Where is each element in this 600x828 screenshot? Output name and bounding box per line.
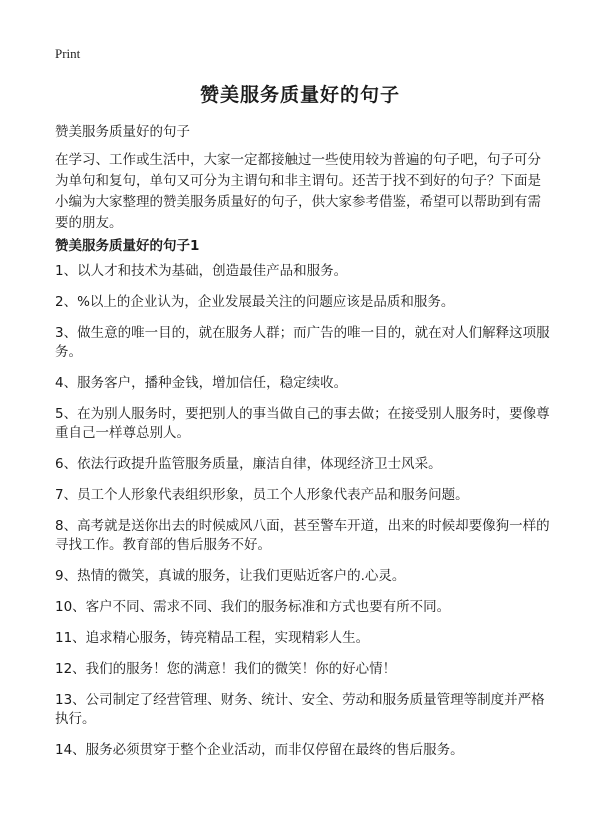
list-item: 10、客户不同、需求不同、我们的服务标准和方式也要有所不同。 [55, 599, 451, 615]
list-item: 7、员工个人形象代表组织形象，员工个人形象代表产品和服务问题。 [55, 487, 469, 503]
print-link[interactable]: Print [55, 46, 81, 61]
document-title: 赞美服务质量好的句子 [199, 84, 400, 106]
list-item: 2、%以上的企业认为，企业发展最关注的问题应该是品质和服务。 [55, 294, 455, 310]
list-item: 5、在为别人服务时，要把别人的事当做自己的事去做；在接受别人服务时，要像尊重自己一样尊总别人。 [55, 406, 550, 441]
intro-paragraph: 在学习、工作或生活中，大家一定都接触过一些使用较为普遍的句子吧，句子可分为单句和复句，单句又可分为主谓句和非主谓句。还苦于找不到好的句子？下面是小编为大家整理的赞美服务质量好的句子，供大家参考借鉴，希望可以帮助到有需要的朋友。 [55, 152, 541, 231]
list-item: 6、依法行政提升监管服务质量，廉洁自律，体现经济卫士风采。 [55, 456, 442, 472]
sentence-list [55, 262, 550, 772]
list-item: 9、热情的微笑，真诚的服务，让我们更贴近客户的.心灵。 [55, 568, 406, 584]
list-item: 14、服务必须贯穿于整个企业活动，而非仅停留在最终的售后服务。 [55, 742, 464, 758]
list-item: 11、追求精心服务，铸亮精品工程，实现精彩人生。 [55, 630, 370, 646]
document-subtitle: 赞美服务质量好的句子 [55, 124, 190, 140]
list-item: 1、以人才和技术为基础，创造最佳产品和服务。 [55, 263, 348, 279]
list-item: 13、公司制定了经营管理、财务、统计、安全、劳动和服务质量管理等制度并严格执行。 [55, 692, 545, 727]
list-item: 12、我们的服务！您的满意！我们的微笑！你的好心情！ [55, 661, 397, 677]
list-item: 4、服务客户，播种金钱，增加信任，稳定续收。 [55, 375, 348, 391]
section-heading: 赞美服务质量好的句子1 [55, 238, 200, 254]
list-item: 8、高考就是送你出去的时候威风八面，甚至警车开道，出来的时候却要像狗一样的寻找工作。教育部的售后服务不好。 [55, 518, 550, 553]
list-item: 3、做生意的唯一目的，就在服务人群；而广告的唯一目的，就在对人们解释这项服务。 [55, 325, 550, 360]
